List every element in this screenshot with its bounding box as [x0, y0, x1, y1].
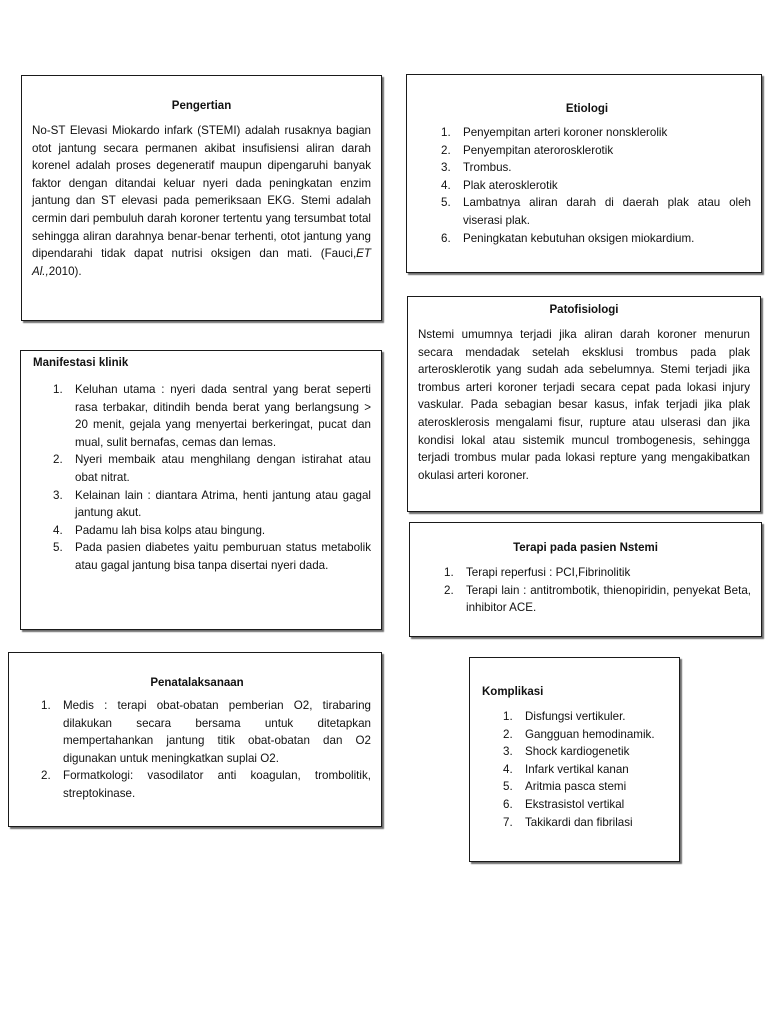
list-item	[482, 708, 669, 726]
list-item-number: 2.	[444, 583, 454, 597]
list-item	[423, 194, 751, 229]
patofisiologi-title: Patofisiologi	[549, 304, 619, 316]
list-item-number: 1.	[503, 710, 513, 723]
pengertian-citation-italic: ET Al.,	[32, 247, 371, 278]
list-item-text: Plak aterosklerotik	[463, 178, 558, 192]
patofisiologi-paragraph: Nstemi umumnya terjadi jika aliran darah koroner menurun secara mendadak setelah eksklusi trombus pada plak arterosklerotik yang sudah ada sebelumnya. Stemi terjadi jika trombus arteri koroner terjadi secara cepat pada lokasi injury vaskular. Pada sebagian besar kasus, infak terjadi jika plak aterosklerosis mengalami fisur, rupture atau ulserasi dan jika kondisi lokal atau sistemik muncul trombogenesis, sehingga terjadi trombus mular pada lokasi repture yang mengakibatkan okulasi arteri koroner.	[418, 328, 750, 482]
list-item-number: 3.	[53, 488, 63, 502]
list-item-text: Shock kardiogenetik	[525, 745, 630, 759]
list-item-number: 6.	[503, 797, 513, 811]
penatalaksanaan-title: Penatalaksanaan	[150, 677, 244, 689]
list-item	[482, 796, 669, 814]
komplikasi-box	[469, 657, 680, 862]
list-item-text: Aritmia pasca stemi	[525, 780, 627, 794]
pengertian-paragraph	[32, 122, 371, 280]
list-item-number: 4.	[53, 523, 63, 537]
list-item-number: 3.	[503, 745, 513, 759]
list-item-number: 6.	[441, 231, 451, 245]
list-item-number: 4.	[503, 762, 513, 776]
pengertian-citation-year: 2010).	[48, 264, 82, 278]
list-item-text: Terapi lain : antitrombotik, thienopiridin, penyekat Beta, inhibitor ACE.	[466, 583, 751, 615]
list-item-number: 1.	[441, 126, 451, 139]
list-item-number: 2.	[53, 453, 63, 467]
etiologi-box	[406, 74, 762, 273]
list-item-text: Takikardi dan fibrilasi	[525, 815, 633, 829]
patofisiologi-box	[407, 296, 761, 512]
komplikasi-title: Komplikasi	[482, 686, 544, 698]
list-item	[33, 381, 371, 451]
list-item	[23, 767, 371, 802]
list-item	[33, 539, 371, 574]
list-item	[423, 230, 751, 248]
list-item	[423, 142, 751, 160]
list-item-number: 7.	[503, 815, 513, 829]
etiologi-list	[423, 124, 751, 247]
list-item	[423, 124, 751, 142]
list-item	[420, 564, 751, 582]
list-item-text: Infark vertikal kanan	[525, 762, 629, 776]
list-item-text: Terapi reperfusi : PCI,Fibrinolitik	[466, 566, 631, 579]
list-item-text: Ekstrasistol vertikal	[525, 797, 625, 811]
list-item-number: 4.	[441, 178, 451, 192]
pengertian-box	[21, 75, 382, 321]
pengertian-text: No-ST Elevasi Miokardo infark (STEMI) adalah rusaknya bagian otot jantung secara permanen akibat insufisiensi aliran darah korenel adalah proses degeneratif maupun dipengaruhi banyak faktor dengan ditandai keluar nyeri dada peningkatan enzim jantung dan ST elevasi pada pemeriksaan EKG. Stemi adalah cermin dari pembuluh darah koroner tertentu yang tersumbat total sehingga aliran darahnya benar-benar terhenti, otot jantung yang dipendarahi tidak dapat nutrisi oksigen dan mati. (Fauci,	[32, 124, 371, 261]
list-item	[33, 451, 371, 486]
list-item	[420, 582, 751, 617]
list-item-text: Gangguan hemodinamik.	[525, 727, 655, 741]
list-item-number: 1.	[444, 566, 454, 579]
list-item-text: Nyeri membaik atau menghilang dengan istirahat atau obat nitrat.	[75, 453, 371, 484]
list-item-text: Penyempitan aterorosklerotik	[463, 143, 614, 157]
list-item	[482, 743, 669, 761]
list-item	[423, 159, 751, 177]
list-item-number: 3.	[441, 161, 451, 175]
list-item	[482, 726, 669, 744]
penatalaksanaan-box	[8, 652, 382, 827]
list-item-text: Lambatnya aliran darah di daerah plak atau oleh viserasi plak.	[463, 196, 751, 227]
list-item-text: Trombus.	[463, 161, 512, 175]
etiologi-title: Etiologi	[565, 103, 609, 115]
list-item-text: Peningkatan kebutuhan oksigen miokardium.	[463, 231, 695, 245]
penatalaksanaan-list	[23, 697, 371, 803]
list-item-number: 5.	[441, 196, 451, 210]
manifestasi-list	[33, 381, 371, 575]
list-item-number: 2.	[503, 727, 513, 741]
pengertian-title: Pengertian	[171, 100, 232, 112]
list-item	[482, 778, 669, 796]
manifestasi-title: Manifestasi klinik	[33, 357, 129, 369]
list-item	[23, 697, 371, 767]
list-item-number: 5.	[503, 780, 513, 794]
list-item	[33, 487, 371, 522]
list-item-number: 5.	[53, 541, 63, 555]
list-item	[423, 177, 751, 195]
list-item-number: 2.	[441, 143, 451, 157]
list-item	[482, 814, 669, 832]
terapi-list	[420, 564, 751, 617]
list-item-text: Kelainan lain : diantara Atrima, henti jantung atau gagal jantung akut.	[75, 488, 371, 520]
terapi-box	[409, 522, 762, 637]
komplikasi-list	[482, 708, 669, 831]
list-item	[482, 761, 669, 779]
list-item	[33, 522, 371, 540]
list-item-text: Disfungsi vertikuler.	[525, 710, 626, 723]
list-item-number: 2.	[41, 769, 51, 783]
list-item-text: Padamu lah bisa kolps atau bingung.	[75, 523, 266, 537]
list-item-number: 1.	[41, 699, 51, 712]
list-item-text: Penyempitan arteri koroner nonsklerolik	[463, 126, 668, 139]
list-item-text: Pada pasien diabetes yaitu pemburuan status metabolik atau gagal jantung bisa tanpa disertai nyeri dada.	[75, 541, 371, 572]
list-item-number: 1.	[53, 383, 63, 396]
terapi-title: Terapi pada pasien Nstemi	[513, 542, 658, 554]
list-item-text: Formatkologi: vasodilator anti koagulan, trombolitik, streptokinase.	[63, 769, 371, 800]
list-item-text: Medis : terapi obat-obatan pemberian O2, tirabaring dilakukan secara bersama untuk ditetapkan mempertahankan jantung titik obat-obatan dan O2 digunakan untuk meningkatkan suplai O2.	[63, 699, 371, 765]
list-item-text: Keluhan utama : nyeri dada sentral yang berat seperti rasa terbakar, ditindih benda berat yang berlangsung > 20 menit, gejala yang menyertai berkeringat, pucat dan mual, sulit bernafas, cemas dan lemas.	[75, 383, 371, 449]
manifestasi-box	[20, 350, 382, 630]
